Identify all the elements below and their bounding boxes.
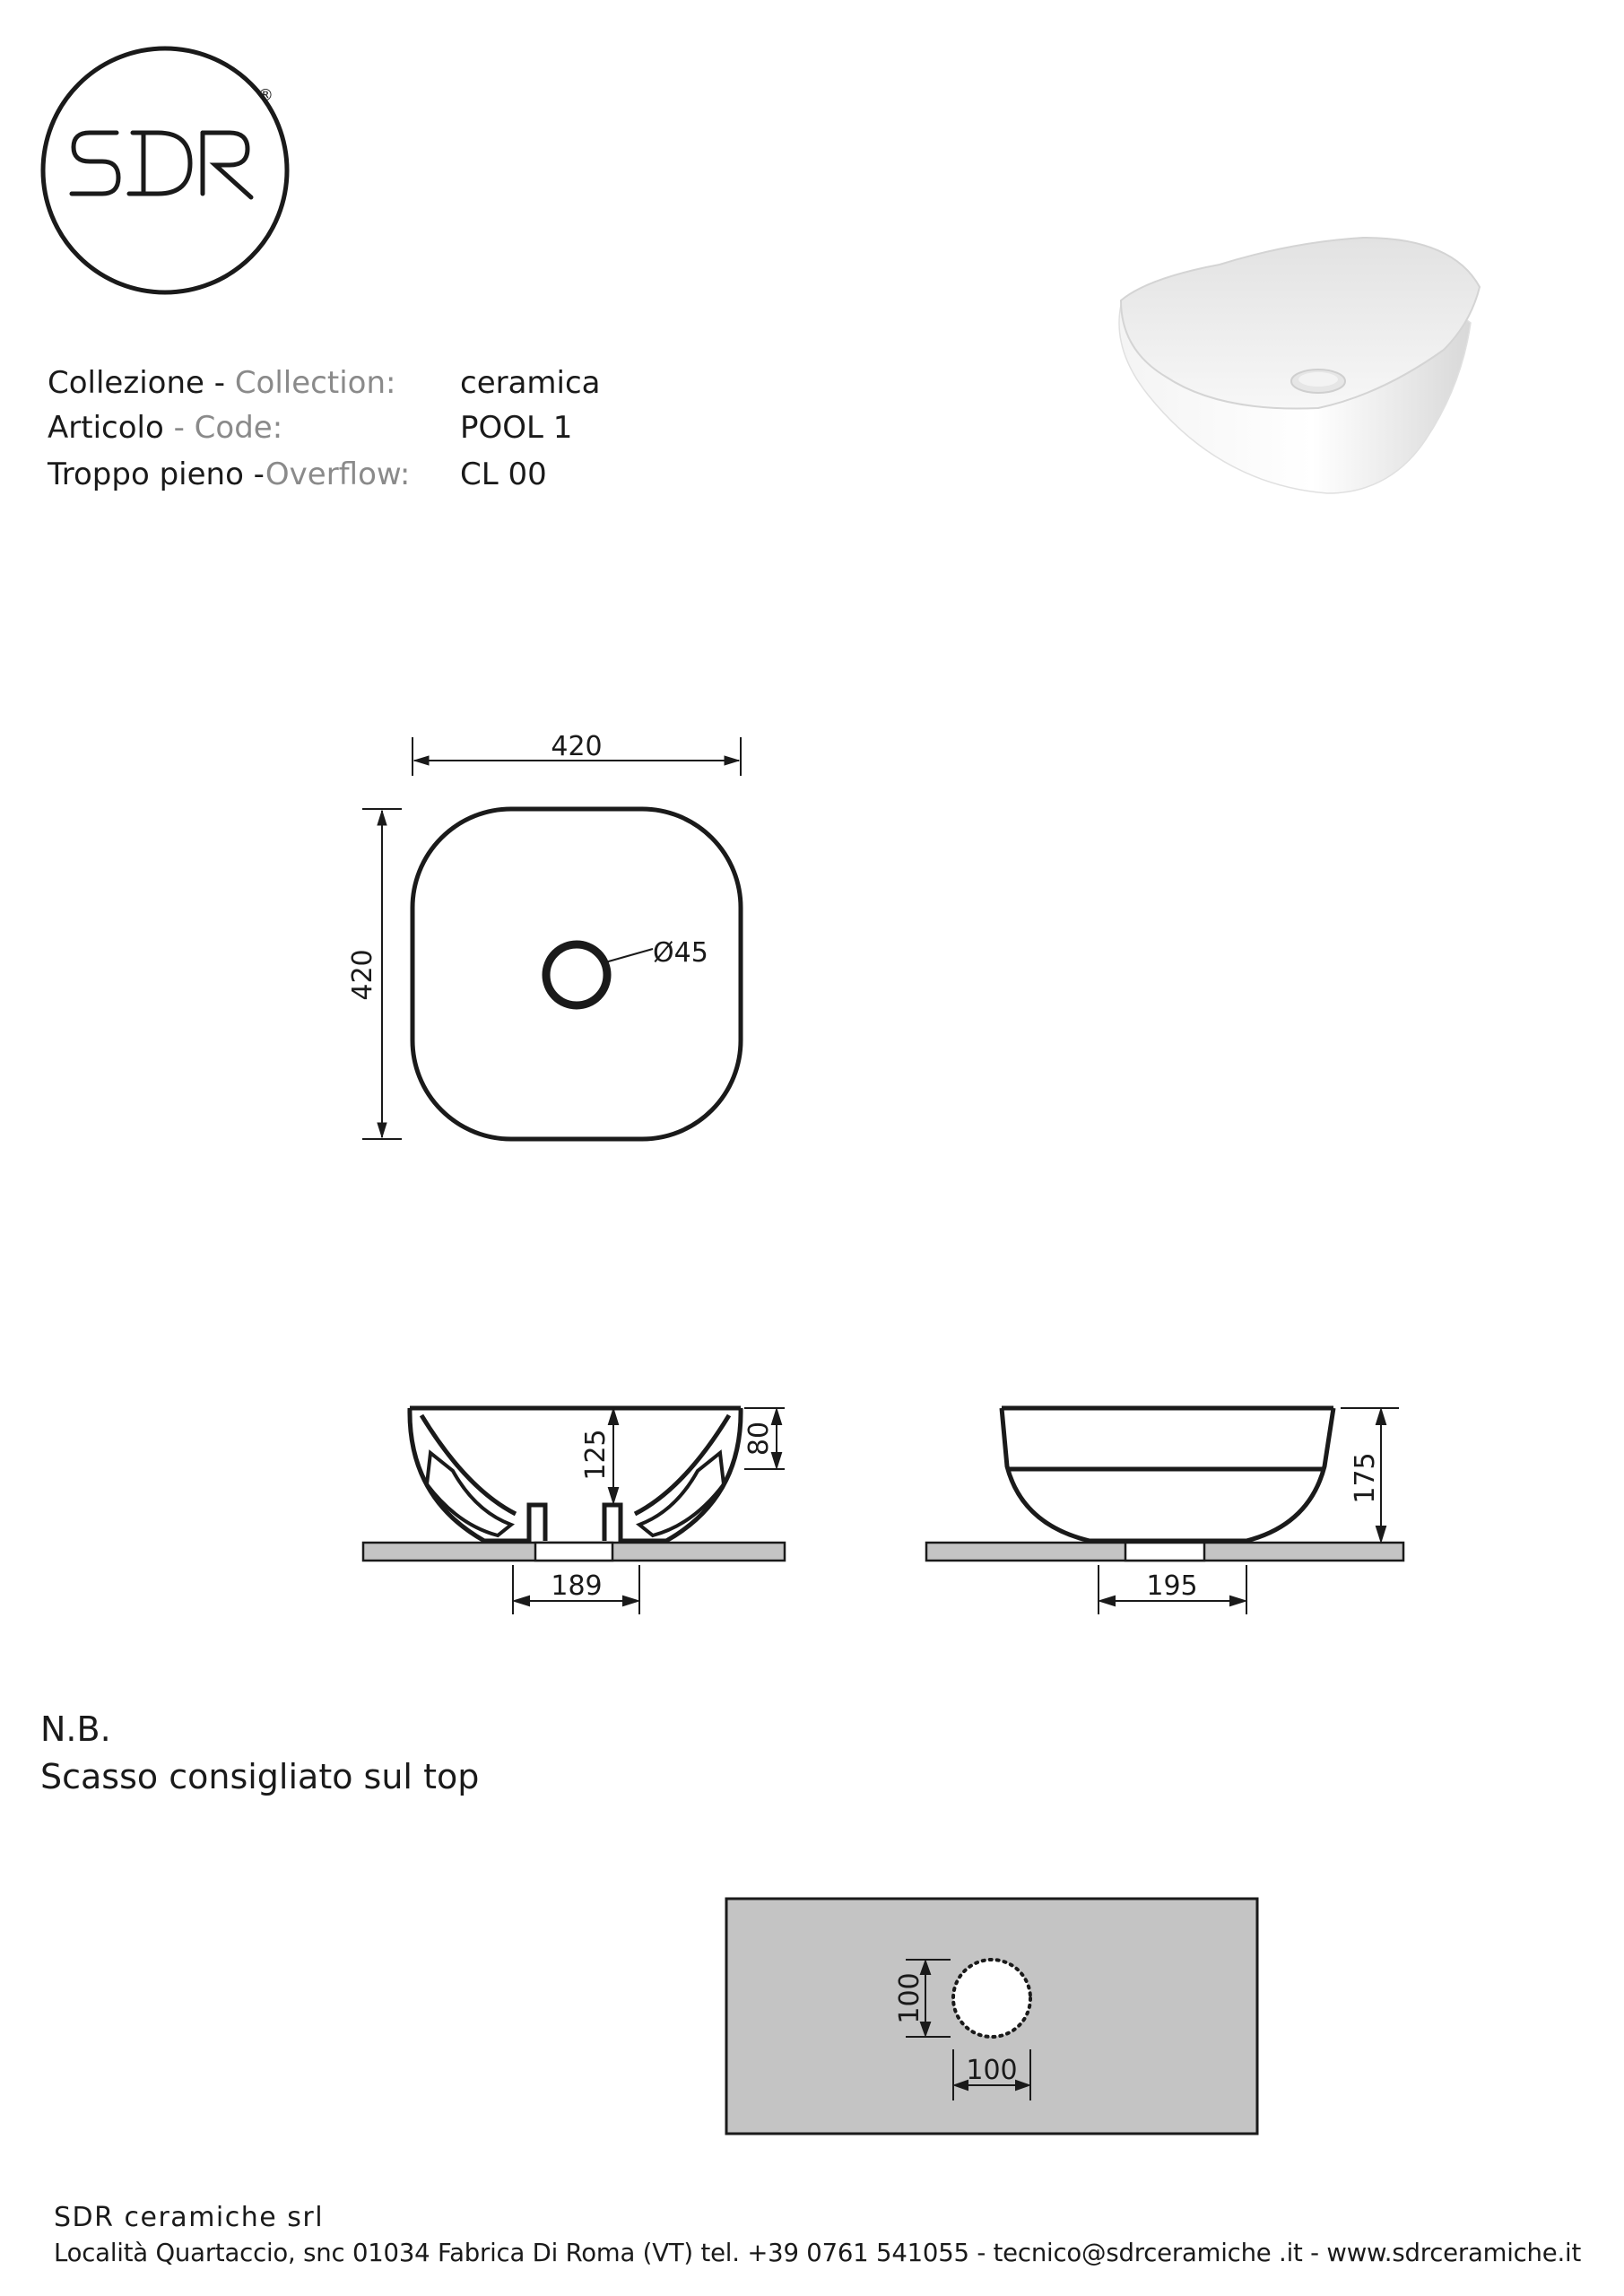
footer-company: SDR ceramiche srl: [54, 2202, 325, 2233]
rim-height-dimension: 80: [743, 1421, 775, 1457]
overflow-label-it: Troppo pieno -: [48, 457, 265, 492]
side-view-drawing: [915, 1390, 1417, 1623]
side-countertop-cutout: [1125, 1543, 1204, 1561]
side-base-width-dimension: 195: [1146, 1570, 1198, 1602]
note-text: Scasso consigliato sul top: [40, 1757, 480, 1796]
washbasin-product-render: [1094, 215, 1524, 520]
drain-diameter: Ø45: [653, 937, 708, 969]
width-dimension: 420: [551, 731, 603, 762]
depth-dimension: 420: [347, 949, 378, 1001]
spec-code-value: POOL 1: [460, 410, 573, 446]
cutout-hole: [953, 1960, 1030, 2037]
spec-code-label: [48, 410, 282, 446]
cutout-diagram: [717, 1883, 1273, 2152]
code-label-en: - Code:: [163, 410, 283, 446]
total-height-dimension: 125: [580, 1429, 612, 1481]
note-title: N.B.: [40, 1709, 111, 1749]
code-label-it: Articolo: [48, 410, 164, 446]
spec-overflow-value: CL 00: [460, 457, 547, 492]
spec-collection-value: ceramica: [460, 365, 601, 401]
side-height-dimension: 175: [1350, 1452, 1381, 1504]
footer-address: Località Quartaccio, snc 01034 Fabrica Di Roma (VT) tel. +39 0761 541055 - tecnico@sdrceramiche .it - www.sdrceramiche.it: [54, 2239, 1582, 2267]
countertop-cutout: [535, 1543, 612, 1561]
registered-mark: ®: [257, 86, 274, 105]
cutout-width-dimension: 100: [966, 2055, 1018, 2086]
front-section-drawing: [350, 1390, 816, 1623]
spec-collection-label: [48, 365, 395, 401]
collection-label-it: Collezione -: [48, 365, 235, 401]
sdr-logo: [36, 36, 305, 305]
front-base-width-dimension: 189: [551, 1570, 603, 1602]
spec-overflow-label: [48, 457, 410, 492]
top-view-drawing: [341, 718, 771, 1166]
overflow-label-en: Overflow:: [265, 457, 411, 492]
collection-label-en: Collection:: [234, 365, 396, 401]
cutout-height-dimension: 100: [894, 1972, 925, 2024]
